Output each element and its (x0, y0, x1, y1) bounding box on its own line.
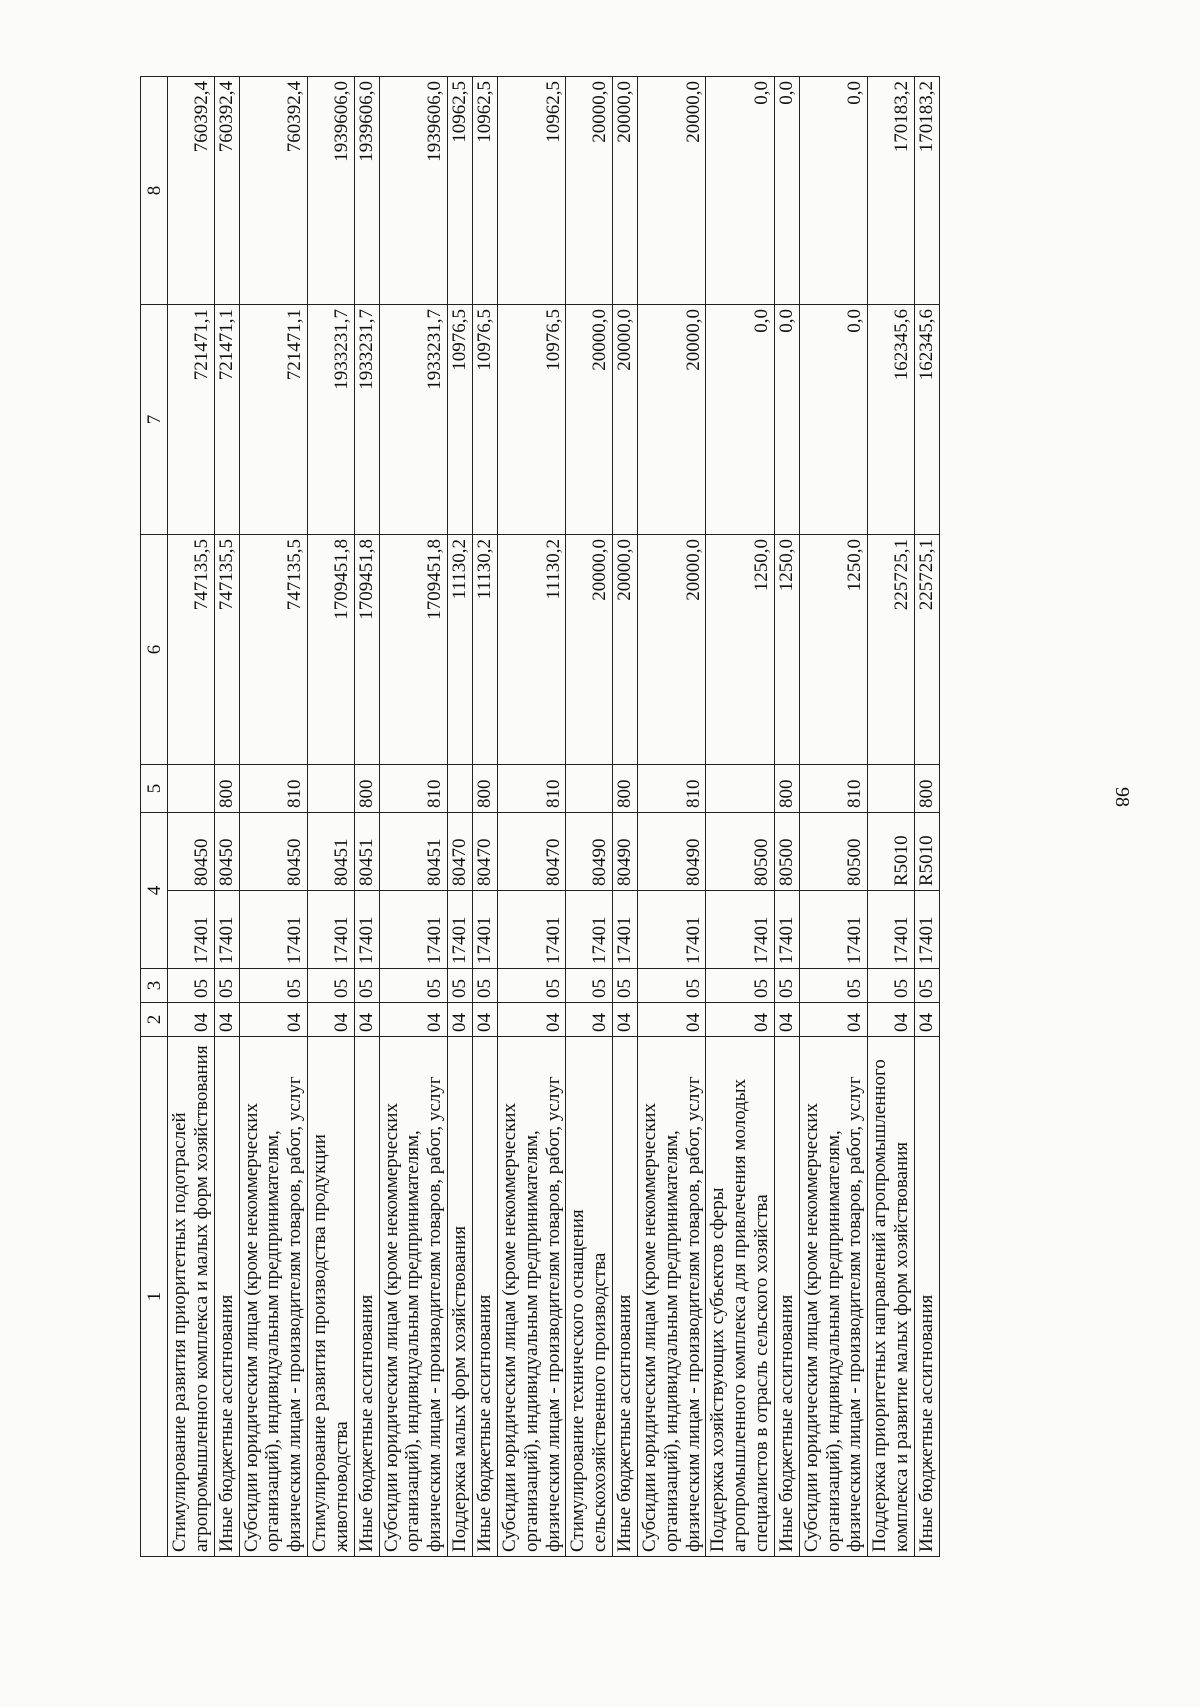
item-name-cell (448, 1037, 473, 1557)
column-header: 6 (141, 535, 168, 765)
item-name-cell (774, 1037, 799, 1557)
expense-type-code: 810 (637, 765, 706, 813)
subsection-code: 05 (868, 969, 915, 1003)
target-item-code: 80470 (472, 813, 497, 891)
amount-col-7: 0,0 (706, 305, 775, 535)
subsection-code: 05 (613, 969, 638, 1003)
table-body (168, 77, 940, 1557)
amount-col-6: 1250,0 (774, 535, 799, 765)
amount-col-7: 20000,0 (637, 305, 706, 535)
amount-col-6: 1709451,8 (379, 535, 448, 765)
subsection-code: 05 (472, 969, 497, 1003)
item-name-cell (868, 1037, 915, 1557)
section-code: 04 (497, 1003, 566, 1037)
target-item-code: 80450 (168, 813, 215, 891)
amount-col-7: 10976,5 (448, 305, 473, 535)
subsection-code: 05 (774, 969, 799, 1003)
subsection-code: 05 (566, 969, 613, 1003)
amount-col-6: 1709451,8 (308, 535, 355, 765)
amount-col-7: 20000,0 (566, 305, 613, 535)
amount-col-6: 1709451,8 (354, 535, 379, 765)
table-row (774, 77, 799, 1557)
section-code: 04 (637, 1003, 706, 1037)
table-row (497, 77, 566, 1557)
table-row (448, 77, 473, 1557)
expense-type-code: 800 (613, 765, 638, 813)
table-row (308, 77, 355, 1557)
table-row (472, 77, 497, 1557)
amount-col-7: 721471,1 (168, 305, 215, 535)
item-name-line: Стимулирование технического оснащения (567, 1209, 589, 1552)
expense-type-code: 800 (774, 765, 799, 813)
amount-col-8: 1939606,0 (308, 77, 355, 305)
item-name-line: специалистов в отрасль сельского хозяйства (751, 1194, 773, 1552)
amount-col-8: 0,0 (774, 77, 799, 305)
amount-col-7: 0,0 (799, 305, 868, 535)
amount-col-7: 162345,6 (915, 305, 940, 535)
amount-col-6: 11130,2 (497, 535, 566, 765)
section-code: 04 (613, 1003, 638, 1037)
item-name-cell (239, 1037, 308, 1557)
amount-col-8: 0,0 (799, 77, 868, 305)
amount-col-8: 20000,0 (613, 77, 638, 305)
item-name-line: животноводства (330, 1421, 352, 1552)
amount-col-7: 1933231,7 (354, 305, 379, 535)
item-name-cell (379, 1037, 448, 1557)
amount-col-7: 1933231,7 (379, 305, 448, 535)
amount-col-7: 721471,1 (214, 305, 239, 535)
section-code: 04 (868, 1003, 915, 1037)
item-name-line: сельскохозяйственного производства (589, 1252, 611, 1552)
amount-col-7: 1933231,7 (308, 305, 355, 535)
section-code: 04 (214, 1003, 239, 1037)
amount-col-6: 747135,5 (214, 535, 239, 765)
program-code: 17401 (799, 891, 868, 969)
header-row (141, 77, 168, 1557)
amount-col-6: 1250,0 (706, 535, 775, 765)
target-item-code: 80450 (214, 813, 239, 891)
amount-col-8: 20000,0 (566, 77, 613, 305)
table-row (613, 77, 638, 1557)
item-name-cell (472, 1037, 497, 1557)
item-name-line: Иные бюджетные ассигнования (215, 1294, 237, 1552)
program-code: 17401 (239, 891, 308, 969)
column-header: 7 (141, 305, 168, 535)
program-code: 17401 (472, 891, 497, 969)
section-code: 04 (168, 1003, 215, 1037)
amount-col-8: 1939606,0 (354, 77, 379, 305)
table-row (566, 77, 613, 1557)
target-item-code: 80451 (308, 813, 355, 891)
expense-type-code: 800 (915, 765, 940, 813)
item-name-line: Иные бюджетные ассигнования (614, 1294, 636, 1552)
program-code: 17401 (308, 891, 355, 969)
amount-col-6: 20000,0 (613, 535, 638, 765)
item-name-cell (706, 1037, 775, 1557)
section-code: 04 (706, 1003, 775, 1037)
expense-type-code: 800 (214, 765, 239, 813)
item-name-line: комплекса и развитие малых форм хозяйствования (891, 1141, 913, 1552)
program-code: 17401 (774, 891, 799, 969)
column-header: 4 (141, 813, 168, 969)
table-row (799, 77, 868, 1557)
amount-col-6: 747135,5 (168, 535, 215, 765)
amount-col-6: 20000,0 (637, 535, 706, 765)
item-name-line: Стимулирование развития производства продукции (309, 1134, 331, 1552)
expense-type-code: 810 (497, 765, 566, 813)
item-name-cell (497, 1037, 566, 1557)
item-name-cell (613, 1037, 638, 1557)
subsection-code: 05 (168, 969, 215, 1003)
item-name-line: физическим лицам - производителям товаров, работ, услуг (284, 1076, 306, 1552)
amount-col-6: 11130,2 (472, 535, 497, 765)
subsection-code: 05 (637, 969, 706, 1003)
expense-type-code (868, 765, 915, 813)
target-item-code: 80500 (706, 813, 775, 891)
amount-col-7: 721471,1 (239, 305, 308, 535)
target-item-code: 80470 (497, 813, 566, 891)
expense-type-code (168, 765, 215, 813)
amount-col-8: 10962,5 (497, 77, 566, 305)
item-name-line: организаций), индивидуальным предпринимателям, (520, 1130, 542, 1552)
expense-type-code: 810 (379, 765, 448, 813)
program-code: 17401 (566, 891, 613, 969)
target-item-code: 80490 (566, 813, 613, 891)
program-code: 17401 (613, 891, 638, 969)
amount-col-6: 225725,1 (868, 535, 915, 765)
amount-col-7: 20000,0 (613, 305, 638, 535)
program-code: 17401 (637, 891, 706, 969)
section-code: 04 (308, 1003, 355, 1037)
amount-col-7: 162345,6 (868, 305, 915, 535)
section-code: 04 (472, 1003, 497, 1037)
target-item-code: 80451 (354, 813, 379, 891)
subsection-code: 05 (497, 969, 566, 1003)
item-name-line: агропромышленного комплекса и малых форм хозяйствования (190, 1045, 212, 1552)
column-header: 5 (141, 765, 168, 813)
amount-col-8: 20000,0 (637, 77, 706, 305)
subsection-code: 05 (239, 969, 308, 1003)
section-code: 04 (239, 1003, 308, 1037)
item-name-line: Иные бюджетные ассигнования (916, 1294, 937, 1552)
column-header: 8 (141, 77, 168, 305)
item-name-cell (168, 1037, 215, 1557)
item-name-line: физическим лицам - производителям товаров, работ, услуг (424, 1076, 446, 1552)
item-name-cell (799, 1037, 868, 1557)
column-header: 2 (141, 1003, 168, 1037)
item-name-line: физическим лицам - производителям товаров, работ, услуг (682, 1076, 704, 1552)
item-name-line: Поддержка малых форм хозяйствования (449, 1226, 471, 1552)
target-item-code: 80490 (637, 813, 706, 891)
column-header: 3 (141, 969, 168, 1003)
target-item-code: 80470 (448, 813, 473, 891)
amount-col-8: 170183,2 (915, 77, 940, 305)
target-item-code: 80500 (774, 813, 799, 891)
table-row (239, 77, 308, 1557)
table-row (915, 77, 940, 1557)
table-row (379, 77, 448, 1557)
amount-col-6: 1250,0 (799, 535, 868, 765)
item-name-line: Субсидии юридическим лицам (кроме некоммерческих (638, 1103, 660, 1552)
target-item-code: R5010 (868, 813, 915, 891)
expense-type-code (566, 765, 613, 813)
item-name-line: Иные бюджетные ассигнования (473, 1294, 495, 1552)
item-name-line: Поддержка приоритетных направлений агропромышленного (869, 1059, 891, 1552)
program-code: 17401 (379, 891, 448, 969)
item-name-line: Иные бюджетные ассигнования (775, 1294, 797, 1552)
item-name-line: Субсидии юридическим лицам (кроме некоммерческих (380, 1103, 402, 1552)
expense-type-code (448, 765, 473, 813)
item-name-line: организаций), индивидуальным предпринимателям, (262, 1130, 284, 1552)
program-code: 17401 (706, 891, 775, 969)
table-row (637, 77, 706, 1557)
amount-col-7: 0,0 (774, 305, 799, 535)
section-code: 04 (448, 1003, 473, 1037)
amount-col-6: 20000,0 (566, 535, 613, 765)
program-code: 17401 (497, 891, 566, 969)
item-name-cell (637, 1037, 706, 1557)
amount-col-8: 10962,5 (448, 77, 473, 305)
program-code: 17401 (915, 891, 940, 969)
amount-col-6: 11130,2 (448, 535, 473, 765)
table-row (168, 77, 215, 1557)
section-code: 04 (799, 1003, 868, 1037)
program-code: 17401 (868, 891, 915, 969)
program-code: 17401 (448, 891, 473, 969)
amount-col-8: 760392,4 (239, 77, 308, 305)
program-code: 17401 (354, 891, 379, 969)
item-name-line: физическим лицам - производителям товаров, работ, услуг (844, 1076, 866, 1552)
expense-type-code: 810 (239, 765, 308, 813)
expense-type-code (706, 765, 775, 813)
section-code: 04 (566, 1003, 613, 1037)
section-code: 04 (774, 1003, 799, 1037)
amount-col-8: 10962,5 (472, 77, 497, 305)
amount-col-8: 760392,4 (214, 77, 239, 305)
amount-col-8: 170183,2 (868, 77, 915, 305)
item-name-line: Поддержка хозяйствующих субъектов сферы (707, 1187, 729, 1552)
program-code: 17401 (214, 891, 239, 969)
section-code: 04 (379, 1003, 448, 1037)
subsection-code: 05 (214, 969, 239, 1003)
amount-col-6: 747135,5 (239, 535, 308, 765)
amount-col-8: 760392,4 (168, 77, 215, 305)
subsection-code: 05 (448, 969, 473, 1003)
target-item-code: 80490 (613, 813, 638, 891)
expense-type-code: 810 (799, 765, 868, 813)
subsection-code: 05 (706, 969, 775, 1003)
subsection-code: 05 (799, 969, 868, 1003)
amount-col-7: 10976,5 (472, 305, 497, 535)
subsection-code: 05 (915, 969, 940, 1003)
column-header: 1 (141, 1037, 168, 1557)
subsection-code: 05 (308, 969, 355, 1003)
section-code: 04 (915, 1003, 940, 1037)
table-row (868, 77, 915, 1557)
section-code: 04 (354, 1003, 379, 1037)
target-item-code: 80450 (239, 813, 308, 891)
target-item-code: 80500 (799, 813, 868, 891)
item-name-line: Иные бюджетные ассигнования (355, 1294, 377, 1552)
item-name-line: Стимулирование развития приоритетных подотраслей (169, 1112, 190, 1552)
table-row (706, 77, 775, 1557)
expense-type-code (308, 765, 355, 813)
item-name-cell (566, 1037, 613, 1557)
budget-table (140, 76, 940, 1557)
subsection-code: 05 (354, 969, 379, 1003)
expense-type-code: 800 (472, 765, 497, 813)
program-code: 17401 (168, 891, 215, 969)
amount-col-8: 0,0 (706, 77, 775, 305)
item-name-line: агропромышленного комплекса для привлечения молодых (729, 1079, 751, 1552)
page-number: 98 (1111, 787, 1133, 807)
target-item-code: R5010 (915, 813, 940, 891)
item-name-line: Субсидии юридическим лицам (кроме некоммерческих (240, 1103, 262, 1552)
item-name-line: организаций), индивидуальным предпринимателям, (660, 1130, 682, 1552)
item-name-line: Субсидии юридическим лицам (кроме некоммерческих (800, 1103, 822, 1552)
item-name-cell (915, 1037, 940, 1557)
item-name-line: Субсидии юридическим лицам (кроме некоммерческих (498, 1103, 520, 1552)
amount-col-8: 1939606,0 (379, 77, 448, 305)
item-name-line: физическим лицам - производителям товаров, работ, услуг (542, 1076, 564, 1552)
item-name-cell (354, 1037, 379, 1557)
item-name-cell (214, 1037, 239, 1557)
item-name-cell (308, 1037, 355, 1557)
item-name-line: организаций), индивидуальным предпринимателям, (402, 1130, 424, 1552)
table-row (214, 77, 239, 1557)
item-name-line: организаций), индивидуальным предпринимателям, (822, 1130, 844, 1552)
subsection-code: 05 (379, 969, 448, 1003)
expense-type-code: 800 (354, 765, 379, 813)
amount-col-6: 225725,1 (915, 535, 940, 765)
target-item-code: 80451 (379, 813, 448, 891)
amount-col-7: 10976,5 (497, 305, 566, 535)
table-row (354, 77, 379, 1557)
